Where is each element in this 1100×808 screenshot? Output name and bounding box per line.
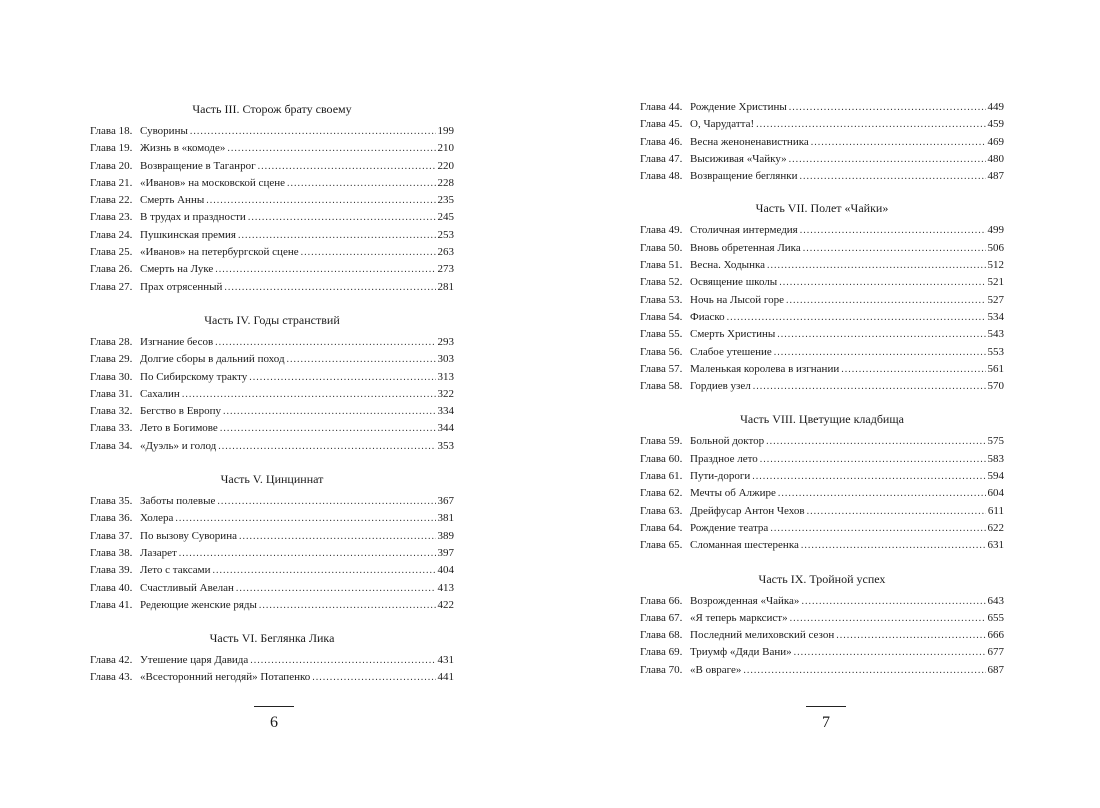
chapter-title: Триумф «Дяди Вани» bbox=[690, 646, 792, 659]
chapter-number: Глава 46. bbox=[640, 135, 683, 148]
chapter-number: Глава 33. bbox=[90, 422, 133, 435]
chapter-title: Столичная интермедия bbox=[690, 224, 798, 237]
toc-entry bbox=[640, 520, 1004, 537]
chapter-title: «Иванов» на московской сцене bbox=[140, 176, 285, 189]
page-ref: 543 bbox=[987, 328, 1004, 341]
chapter-title: Ночь на Лысой горе bbox=[690, 293, 784, 306]
chapter-title: Жизнь в «комоде» bbox=[140, 142, 226, 155]
part-title: Часть III. Сторож брату своему bbox=[192, 102, 352, 116]
page-ref: 281 bbox=[437, 280, 454, 293]
page-ref: 643 bbox=[987, 594, 1004, 607]
chapter-title: Смерть Анны bbox=[140, 194, 205, 207]
toc-entry bbox=[640, 378, 1004, 395]
chapter-number: Глава 32. bbox=[90, 405, 133, 418]
chapter-title: По вызову Суворина bbox=[140, 529, 237, 542]
toc-entry bbox=[640, 537, 1004, 554]
chapter-number: Глава 44. bbox=[640, 101, 683, 113]
dot-leader bbox=[301, 244, 436, 261]
folio-rule bbox=[254, 706, 294, 707]
toc-entry bbox=[640, 326, 1004, 343]
chapter-title: Прах отрясенный bbox=[140, 280, 223, 293]
toc-entry bbox=[640, 593, 1004, 610]
chapter-number: Глава 39. bbox=[90, 564, 133, 577]
toc-entry bbox=[90, 351, 454, 368]
dot-leader bbox=[212, 562, 435, 579]
chapter-number: Глава 41. bbox=[90, 598, 133, 611]
toc-entry bbox=[640, 433, 1004, 450]
page-ref: 273 bbox=[437, 263, 454, 276]
page-number-left bbox=[254, 706, 294, 733]
page-ref: 575 bbox=[987, 435, 1004, 448]
chapter-title: Высиживая «Чайку» bbox=[690, 152, 787, 165]
dot-leader bbox=[841, 361, 985, 378]
chapter-title: Пути-дороги bbox=[690, 470, 751, 483]
part-title: Часть VI. Беглянка Лика bbox=[209, 631, 335, 646]
page-ref: 381 bbox=[437, 512, 454, 525]
toc-entry bbox=[640, 344, 1004, 361]
chapter-title: «Иванов» на петербургской сцене bbox=[140, 246, 299, 259]
chapter-number: Глава 34. bbox=[90, 439, 133, 452]
toc-entry bbox=[90, 175, 454, 192]
dot-leader bbox=[766, 433, 985, 450]
chapter-number: Глава 20. bbox=[90, 159, 133, 172]
toc-entry bbox=[640, 257, 1004, 274]
page-ref: 245 bbox=[437, 211, 454, 224]
toc-entry bbox=[90, 580, 454, 597]
toc-entry bbox=[640, 451, 1004, 468]
chapter-title: Суворины bbox=[140, 125, 188, 137]
page-ref: 534 bbox=[987, 310, 1004, 323]
chapter-number: Глава 51. bbox=[640, 259, 683, 272]
chapter-number: Глава 29. bbox=[90, 353, 133, 366]
chapter-number: Глава 18. bbox=[90, 125, 133, 137]
toc-column bbox=[90, 101, 454, 703]
dot-leader bbox=[801, 593, 985, 610]
dot-leader bbox=[287, 175, 436, 192]
page-ref: 487 bbox=[987, 170, 1004, 183]
chapter-number: Глава 31. bbox=[90, 387, 133, 400]
page-ref: 583 bbox=[987, 452, 1004, 465]
page-ref: 220 bbox=[437, 159, 454, 172]
dot-leader bbox=[774, 344, 986, 361]
part-title: Часть VII. Полет «Чайки» bbox=[755, 201, 889, 216]
chapter-number: Глава 24. bbox=[90, 228, 133, 241]
dot-leader bbox=[206, 192, 435, 209]
page-ref: 293 bbox=[437, 335, 454, 348]
toc-section bbox=[640, 571, 1004, 679]
dot-leader bbox=[807, 503, 986, 520]
page-ref: 210 bbox=[437, 142, 454, 155]
page-ref: 449 bbox=[987, 101, 1004, 113]
chapter-number: Глава 49. bbox=[640, 224, 683, 237]
page-ref: 527 bbox=[987, 293, 1004, 306]
page-ref: 397 bbox=[437, 546, 454, 559]
page-ref: 253 bbox=[437, 228, 454, 241]
page-ref: 521 bbox=[987, 276, 1004, 289]
chapter-number: Глава 50. bbox=[640, 241, 683, 254]
chapter-number: Глава 43. bbox=[90, 671, 133, 684]
dot-leader bbox=[250, 652, 435, 669]
chapter-title: Сломанная шестеренка bbox=[690, 539, 799, 552]
dot-leader bbox=[287, 351, 436, 368]
toc-section bbox=[640, 99, 1004, 185]
dot-leader bbox=[752, 468, 985, 485]
chapter-title: Гордиев узел bbox=[690, 380, 751, 393]
toc-section bbox=[640, 200, 1004, 395]
page-ref: 228 bbox=[437, 176, 454, 189]
dot-leader bbox=[794, 644, 986, 661]
chapter-title: Бегство в Европу bbox=[140, 405, 222, 418]
chapter-number: Глава 40. bbox=[90, 581, 133, 594]
toc-entry bbox=[640, 274, 1004, 291]
toc-entry bbox=[640, 644, 1004, 661]
chapter-number: Глава 28. bbox=[90, 335, 133, 348]
toc-entry bbox=[640, 99, 1004, 116]
toc-entry bbox=[640, 468, 1004, 485]
chapter-title: Холера bbox=[140, 512, 174, 525]
page-ref: 499 bbox=[987, 224, 1004, 237]
chapter-number: Глава 26. bbox=[90, 263, 133, 276]
dot-leader bbox=[224, 279, 435, 296]
dot-leader bbox=[811, 134, 986, 151]
dot-leader bbox=[239, 528, 436, 545]
page-ref: 313 bbox=[437, 370, 454, 383]
toc-entry bbox=[640, 309, 1004, 326]
chapter-number: Глава 70. bbox=[640, 663, 683, 676]
toc-entry bbox=[90, 140, 454, 157]
chapter-number: Глава 67. bbox=[640, 611, 683, 624]
part-title: Часть IX. Тройной успех bbox=[758, 571, 886, 586]
chapter-number: Глава 64. bbox=[640, 521, 683, 534]
chapter-title: Фиаско bbox=[690, 310, 725, 323]
folio-rule bbox=[806, 706, 846, 707]
chapter-number: Глава 66. bbox=[640, 594, 683, 607]
toc-entry bbox=[640, 151, 1004, 168]
folio-number: 7 bbox=[822, 714, 830, 731]
toc-entry bbox=[640, 168, 1004, 185]
dot-leader bbox=[238, 227, 436, 244]
chapter-number: Глава 27. bbox=[90, 280, 133, 293]
chapter-number: Глава 36. bbox=[90, 512, 133, 525]
part-title: Часть V. Цинциннат bbox=[220, 472, 324, 487]
toc-entry bbox=[90, 209, 454, 226]
toc-entry bbox=[90, 279, 454, 296]
chapter-number: Глава 59. bbox=[640, 435, 683, 448]
toc-entry bbox=[90, 386, 454, 403]
toc-entry bbox=[90, 669, 454, 686]
chapter-number: Глава 37. bbox=[90, 529, 133, 542]
left-page bbox=[90, 0, 454, 808]
dot-leader bbox=[760, 451, 986, 468]
chapter-title: Смерть Христины bbox=[690, 328, 776, 341]
dot-leader bbox=[789, 151, 986, 168]
page-ref: 459 bbox=[987, 118, 1004, 131]
toc-entry bbox=[90, 545, 454, 562]
toc-entry bbox=[90, 403, 454, 420]
page-ref: 561 bbox=[987, 362, 1004, 375]
toc-entry bbox=[640, 116, 1004, 133]
toc-section bbox=[640, 411, 1004, 554]
chapter-title: В трудах и праздности bbox=[140, 211, 246, 224]
chapter-title: Пушкинская премия bbox=[140, 228, 236, 241]
part-title: Часть IV. Годы странствий bbox=[204, 312, 340, 327]
chapter-number: Глава 53. bbox=[640, 293, 683, 306]
page-ref: 611 bbox=[987, 504, 1004, 517]
toc-entry bbox=[90, 334, 454, 351]
dot-leader bbox=[220, 420, 436, 437]
chapter-title: Лазарет bbox=[140, 546, 177, 559]
toc-entry bbox=[640, 134, 1004, 151]
toc-entry bbox=[90, 597, 454, 614]
chapter-title: Последний мелиховский сезон bbox=[690, 629, 835, 642]
toc-entry bbox=[90, 438, 454, 455]
dot-leader bbox=[179, 545, 436, 562]
dot-leader bbox=[727, 309, 986, 326]
page-ref: 553 bbox=[987, 345, 1004, 358]
chapter-number: Глава 25. bbox=[90, 246, 133, 259]
dot-leader bbox=[803, 240, 986, 257]
chapter-number: Глава 45. bbox=[640, 118, 683, 131]
toc-entry bbox=[640, 485, 1004, 502]
dot-leader bbox=[786, 292, 986, 309]
chapter-title: Лето с таксами bbox=[140, 564, 211, 577]
page-ref: 594 bbox=[987, 470, 1004, 483]
dot-leader bbox=[223, 403, 435, 420]
chapter-title: По Сибирскому тракту bbox=[140, 370, 248, 383]
toc-entry bbox=[640, 662, 1004, 679]
page-ref: 344 bbox=[437, 422, 454, 435]
chapter-title: Возвращение в Таганрог bbox=[140, 159, 256, 172]
chapter-number: Глава 21. bbox=[90, 176, 133, 189]
chapter-title: Изгнание бесов bbox=[140, 335, 214, 348]
chapter-number: Глава 47. bbox=[640, 152, 683, 165]
chapter-number: Глава 38. bbox=[90, 546, 133, 559]
chapter-number: Глава 57. bbox=[640, 362, 683, 375]
chapter-number: Глава 23. bbox=[90, 211, 133, 224]
page-ref: 353 bbox=[437, 439, 454, 452]
toc-entry bbox=[90, 244, 454, 261]
toc-entry bbox=[90, 158, 454, 175]
toc-entry bbox=[90, 510, 454, 527]
chapter-title: Возвращение беглянки bbox=[690, 170, 798, 183]
chapter-number: Глава 69. bbox=[640, 646, 683, 659]
page-ref: 322 bbox=[437, 387, 454, 400]
toc-entry bbox=[90, 528, 454, 545]
dot-leader bbox=[799, 168, 985, 185]
dot-leader bbox=[743, 662, 985, 679]
page-ref: 422 bbox=[437, 598, 454, 611]
chapter-number: Глава 54. bbox=[640, 310, 683, 323]
chapter-title: Рождение Христины bbox=[690, 101, 787, 113]
toc-entry bbox=[90, 493, 454, 510]
chapter-title: Мечты об Алжире bbox=[690, 487, 776, 500]
dot-leader bbox=[790, 610, 986, 627]
dot-leader bbox=[801, 537, 986, 554]
page-ref: 469 bbox=[987, 135, 1004, 148]
chapter-number: Глава 61. bbox=[640, 470, 683, 483]
dot-leader bbox=[800, 222, 986, 239]
toc-column bbox=[640, 99, 1004, 695]
toc-entry bbox=[640, 222, 1004, 239]
chapter-number: Глава 55. bbox=[640, 328, 683, 341]
chapter-number: Глава 63. bbox=[640, 504, 683, 517]
page-ref: 413 bbox=[437, 581, 454, 594]
dot-leader bbox=[215, 261, 435, 278]
chapter-title: «В овраге» bbox=[690, 663, 742, 676]
toc-entry bbox=[90, 420, 454, 437]
toc-entry bbox=[640, 503, 1004, 520]
chapter-title: Сахалин bbox=[140, 387, 180, 400]
part-title: Часть VIII. Цветущие кладбища bbox=[740, 412, 904, 427]
chapter-title: Праздное лето bbox=[690, 452, 758, 465]
toc-section bbox=[90, 471, 454, 614]
dot-leader bbox=[227, 140, 435, 157]
page-ref: 655 bbox=[987, 611, 1004, 624]
dot-leader bbox=[215, 334, 435, 351]
chapter-title: Весна женоненавистника bbox=[690, 135, 809, 148]
page-ref: 404 bbox=[437, 564, 454, 577]
page-ref: 687 bbox=[987, 663, 1004, 676]
dot-leader bbox=[756, 116, 985, 133]
page-ref: 263 bbox=[437, 246, 454, 259]
chapter-number: Глава 48. bbox=[640, 170, 683, 183]
dot-leader bbox=[778, 485, 986, 502]
dot-leader bbox=[789, 99, 986, 116]
chapter-number: Глава 30. bbox=[90, 370, 133, 383]
chapter-number: Глава 58. bbox=[640, 380, 683, 393]
chapter-title: Смерть на Луке bbox=[140, 263, 214, 276]
chapter-title: Больной доктор bbox=[690, 435, 765, 448]
dot-leader bbox=[236, 580, 436, 597]
right-page bbox=[640, 0, 1004, 808]
dot-leader bbox=[217, 493, 435, 510]
page-ref: 570 bbox=[987, 380, 1004, 393]
dot-leader bbox=[182, 386, 436, 403]
chapter-title: «Я теперь марксист» bbox=[690, 611, 788, 624]
toc-entry bbox=[90, 192, 454, 209]
chapter-number: Глава 62. bbox=[640, 487, 683, 500]
page-ref: 431 bbox=[437, 654, 454, 667]
page-number-right bbox=[806, 706, 846, 733]
toc-section bbox=[90, 312, 454, 455]
page-ref: 512 bbox=[987, 259, 1004, 272]
chapter-title: Слабое утешение bbox=[690, 345, 772, 358]
page-ref: 367 bbox=[437, 495, 454, 508]
chapter-title: Редеющие женские ряды bbox=[140, 598, 257, 611]
toc-entry bbox=[90, 227, 454, 244]
dot-leader bbox=[770, 520, 985, 537]
dot-leader bbox=[312, 669, 435, 686]
toc-entry bbox=[640, 361, 1004, 378]
dot-leader bbox=[258, 158, 436, 175]
page-ref: 235 bbox=[437, 194, 454, 207]
chapter-title: Утешение царя Давида bbox=[140, 654, 249, 667]
folio-number: 6 bbox=[270, 714, 278, 731]
dot-leader bbox=[836, 627, 985, 644]
chapter-title: Возрожденная «Чайка» bbox=[690, 594, 800, 607]
chapter-title: Рождение театра bbox=[690, 521, 769, 534]
dot-leader bbox=[753, 378, 986, 395]
chapter-title: Весна. Ходынка bbox=[690, 259, 766, 272]
chapter-title: Лето в Богимове bbox=[140, 422, 218, 435]
chapter-title: Счастливый Авелан bbox=[140, 581, 234, 594]
page-ref: 604 bbox=[987, 487, 1004, 500]
toc-section bbox=[90, 630, 454, 687]
chapter-title: Дрейфусар Антон Чехов bbox=[690, 504, 805, 517]
toc-section bbox=[90, 101, 454, 296]
toc-entry bbox=[90, 261, 454, 278]
dot-leader bbox=[175, 510, 435, 527]
toc-entry bbox=[640, 240, 1004, 257]
chapter-number: Глава 52. bbox=[640, 276, 683, 289]
chapter-number: Глава 68. bbox=[640, 629, 683, 642]
dot-leader bbox=[248, 209, 436, 226]
toc-entry bbox=[90, 652, 454, 669]
page-ref: 480 bbox=[987, 152, 1004, 165]
chapter-title: Заботы полевые bbox=[140, 495, 216, 508]
chapter-title: О, Чарудатта! bbox=[690, 118, 755, 131]
toc-entry bbox=[640, 292, 1004, 309]
chapter-number: Глава 60. bbox=[640, 452, 683, 465]
toc-entry bbox=[90, 562, 454, 579]
page-ref: 506 bbox=[987, 241, 1004, 254]
chapter-title: «Дуэль» и голод bbox=[140, 439, 217, 452]
toc-entry bbox=[640, 627, 1004, 644]
dot-leader bbox=[190, 123, 436, 140]
dot-leader bbox=[249, 369, 435, 386]
page-ref: 334 bbox=[437, 405, 454, 418]
page-ref: 677 bbox=[987, 646, 1004, 659]
page-ref: 199 bbox=[437, 125, 454, 137]
page-ref: 666 bbox=[987, 629, 1004, 642]
page-ref: 622 bbox=[987, 521, 1004, 534]
chapter-number: Глава 42. bbox=[90, 654, 133, 667]
toc-entry bbox=[640, 610, 1004, 627]
chapter-number: Глава 35. bbox=[90, 495, 133, 508]
page-ref: 441 bbox=[437, 671, 454, 684]
chapter-title: «Всесторонний негодяй» Потапенко bbox=[140, 671, 311, 684]
toc-entry bbox=[90, 369, 454, 386]
dot-leader bbox=[779, 274, 985, 291]
dot-leader bbox=[259, 597, 436, 614]
chapter-title: Долгие сборы в дальний поход bbox=[140, 353, 285, 366]
dot-leader bbox=[767, 257, 985, 274]
chapter-number: Глава 56. bbox=[640, 345, 683, 358]
page-ref: 389 bbox=[437, 529, 454, 542]
chapter-number: Глава 65. bbox=[640, 539, 683, 552]
page-ref: 631 bbox=[987, 539, 1004, 552]
toc-entry bbox=[90, 123, 454, 140]
chapter-number: Глава 22. bbox=[90, 194, 133, 207]
dot-leader bbox=[218, 438, 435, 455]
chapter-title: Вновь обретенная Лика bbox=[690, 241, 801, 254]
dot-leader bbox=[777, 326, 985, 343]
chapter-number: Глава 19. bbox=[90, 142, 133, 155]
chapter-title: Освящение школы bbox=[690, 276, 778, 289]
page-ref: 303 bbox=[437, 353, 454, 366]
chapter-title: Маленькая королева в изгнании bbox=[690, 362, 840, 375]
